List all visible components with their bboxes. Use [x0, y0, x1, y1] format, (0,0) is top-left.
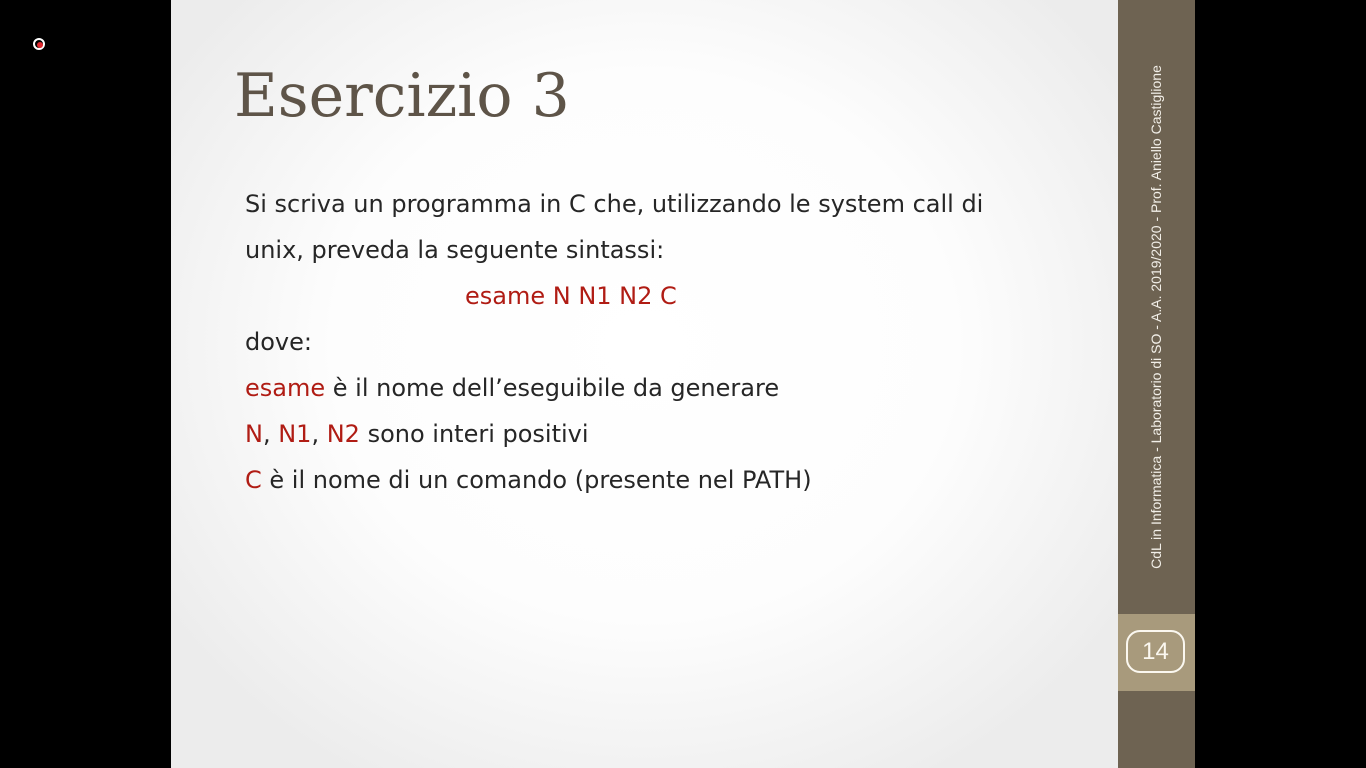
- term-n1: N1: [278, 420, 312, 448]
- body-line-n-params: [245, 411, 1065, 457]
- term-esame: esame: [245, 374, 326, 402]
- body-line-esame: [245, 365, 1065, 411]
- term-c: C: [245, 466, 262, 494]
- c-description: è il nome di un comando (presente nel PATH): [261, 466, 812, 494]
- term-n2: N2: [326, 420, 360, 448]
- recording-indicator-icon: [33, 38, 45, 50]
- separator: ,: [262, 420, 279, 448]
- recording-dot: [37, 42, 43, 48]
- body-line-1: Si scriva un programma in C che, utilizzando le system call di: [245, 190, 984, 218]
- slide-title: Esercizio 3: [234, 61, 570, 131]
- slide-sidebar: [1118, 0, 1195, 768]
- body-line-c: [245, 457, 1065, 503]
- syntax-line: esame N N1 N2 C: [465, 282, 677, 310]
- esame-description: è il nome dell’eseguibile da generare: [325, 374, 780, 402]
- body-line-dove: dove:: [245, 328, 312, 356]
- course-footer-text: CdL in Informatica - Laboratorio di SO - A.A. 2019/2020 - Prof. Aniello Castiglione: [1148, 65, 1164, 569]
- n-params-description: sono interi positivi: [359, 420, 589, 448]
- separator: ,: [311, 420, 327, 448]
- body-line-2: unix, preveda la seguente sintassi:: [245, 236, 665, 264]
- slide-body: [245, 181, 1065, 503]
- term-n: N: [245, 420, 263, 448]
- page-number-box: [1118, 614, 1195, 691]
- slide: [171, 0, 1118, 768]
- page-number: 14: [1126, 630, 1185, 673]
